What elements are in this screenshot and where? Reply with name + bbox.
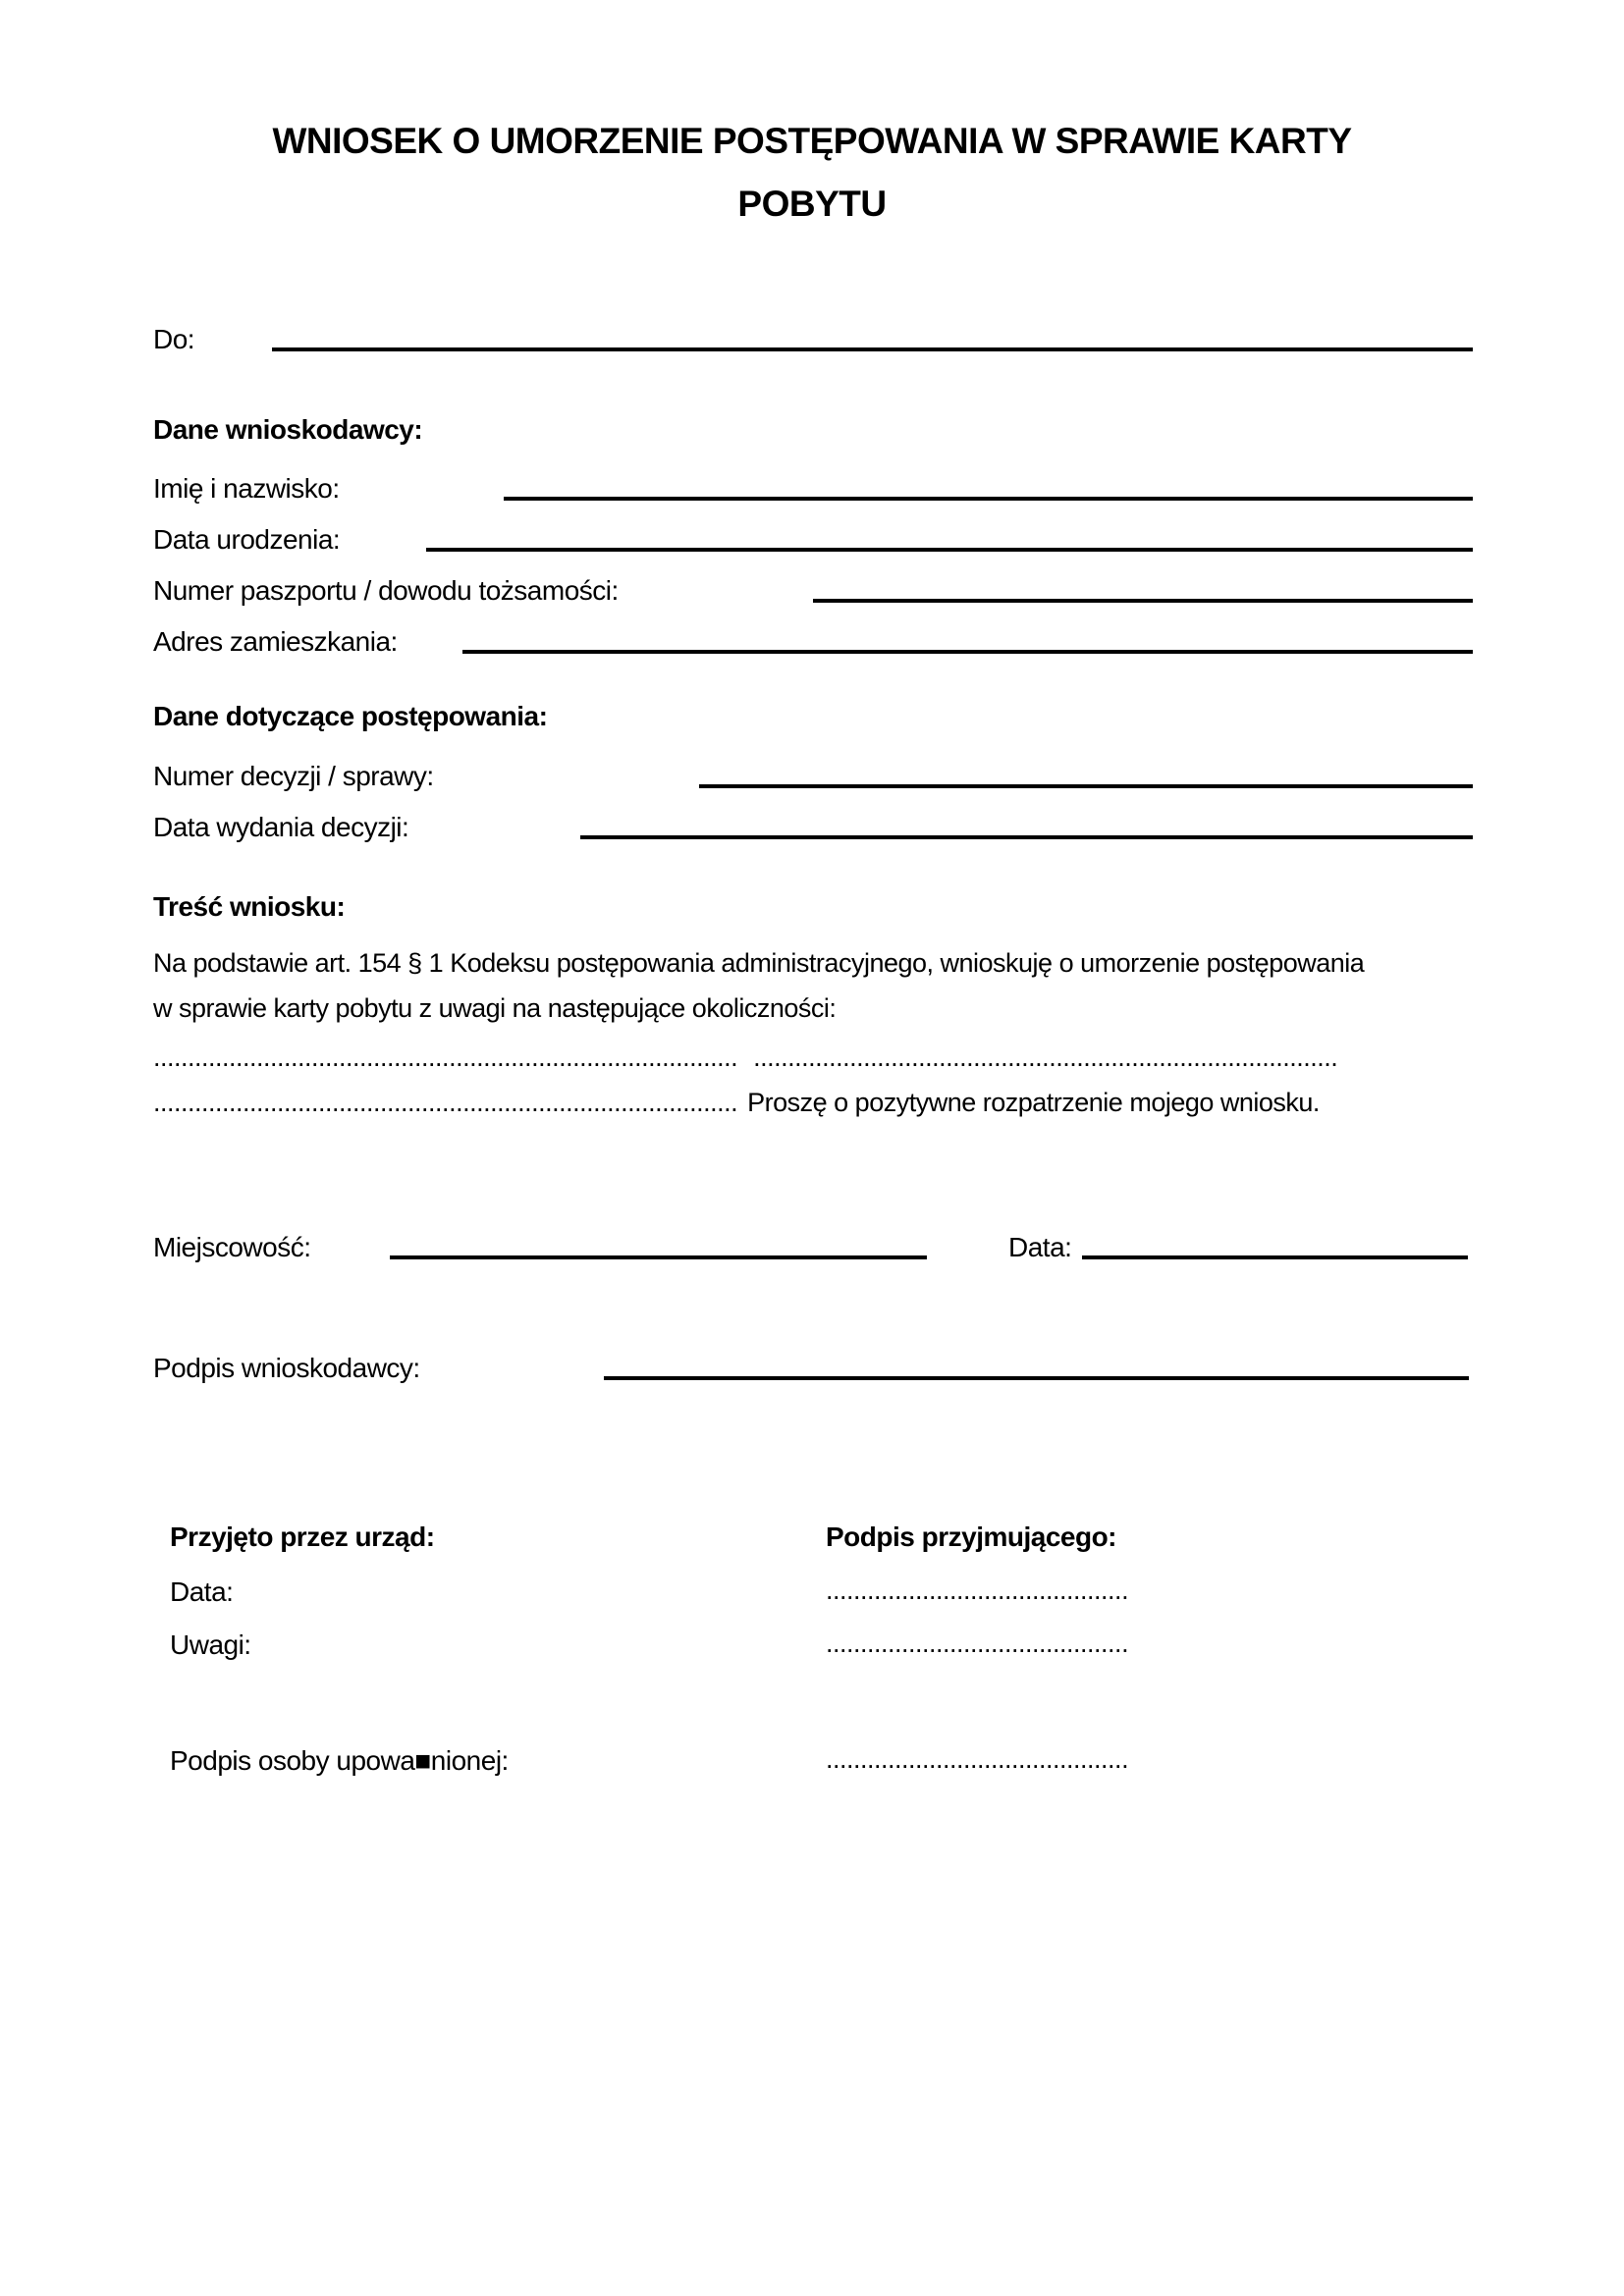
document-title xyxy=(0,110,1624,236)
name-label: Imię i nazwisko: xyxy=(153,473,340,504)
date-field-line xyxy=(1082,1255,1468,1259)
dotted-fill-run-b: ..................................................................................... xyxy=(753,1042,1338,1072)
birthdate-label: Data urodzenia: xyxy=(153,524,341,555)
decision-number-field-line xyxy=(699,784,1473,788)
office-received-heading: Przyjęto przez urząd: xyxy=(170,1522,435,1552)
dotted-fill-line-1 xyxy=(153,1041,1337,1075)
decision-date-label: Data wydania decyzji: xyxy=(153,812,409,842)
passport-number-field-line xyxy=(813,599,1473,603)
request-body-line2: w sprawie karty pobytu z uwagi na następujące okoliczności: xyxy=(153,993,837,1023)
office-date-dotted-line: ............................................ xyxy=(826,1575,1129,1605)
office-receiver-signature-heading: Podpis przyjmującego: xyxy=(826,1522,1116,1552)
birthdate-field-line xyxy=(426,548,1473,552)
to-label: Do: xyxy=(153,324,195,354)
name-field-line xyxy=(504,497,1473,501)
document-title-line2: POBYTU xyxy=(737,184,887,224)
dotted-fill-line-2 xyxy=(153,1087,1320,1120)
office-date-label: Data: xyxy=(170,1576,234,1607)
to-field-line xyxy=(272,347,1473,351)
document-title-line1: WNIOSEK O UMORZENIE POSTĘPOWANIA W SPRAWIE KARTY xyxy=(272,121,1352,161)
decision-number-label: Numer decyzji / sprawy: xyxy=(153,761,434,791)
address-field-line xyxy=(462,650,1473,654)
request-closing-text: Proszę o pozytywne rozpatrzenie mojego wniosku. xyxy=(747,1088,1320,1117)
applicant-section-heading: Dane wnioskodawcy: xyxy=(153,414,423,445)
proceeding-section-heading: Dane dotyczące postępowania: xyxy=(153,701,548,731)
request-body-line1: Na podstawie art. 154 § 1 Kodeksu postępowania administracyjnego, wnioskuję o umorzenie postępowania xyxy=(153,948,1365,978)
place-field-line xyxy=(390,1255,927,1259)
passport-number-label: Numer paszportu / dowodu tożsamości: xyxy=(153,575,619,606)
office-authorized-signature-label: Podpis osoby upowa■nionej: xyxy=(170,1745,509,1776)
office-authorized-dotted-line: ............................................ xyxy=(826,1744,1129,1774)
date-label: Data: xyxy=(1008,1232,1072,1262)
decision-date-field-line xyxy=(580,835,1473,839)
office-remarks-dotted-line: ............................................ xyxy=(826,1629,1129,1658)
dotted-fill-run-a: ..................................................................................... xyxy=(153,1042,738,1072)
applicant-signature-field-line xyxy=(604,1376,1469,1380)
address-label: Adres zamieszkania: xyxy=(153,626,398,657)
dotted-fill-run-c: ..................................................................................... xyxy=(153,1088,738,1117)
applicant-signature-label: Podpis wnioskodawcy: xyxy=(153,1353,420,1383)
request-section-heading: Treść wniosku: xyxy=(153,891,346,922)
office-remarks-label: Uwagi: xyxy=(170,1629,251,1660)
place-label: Miejscowość: xyxy=(153,1232,311,1262)
